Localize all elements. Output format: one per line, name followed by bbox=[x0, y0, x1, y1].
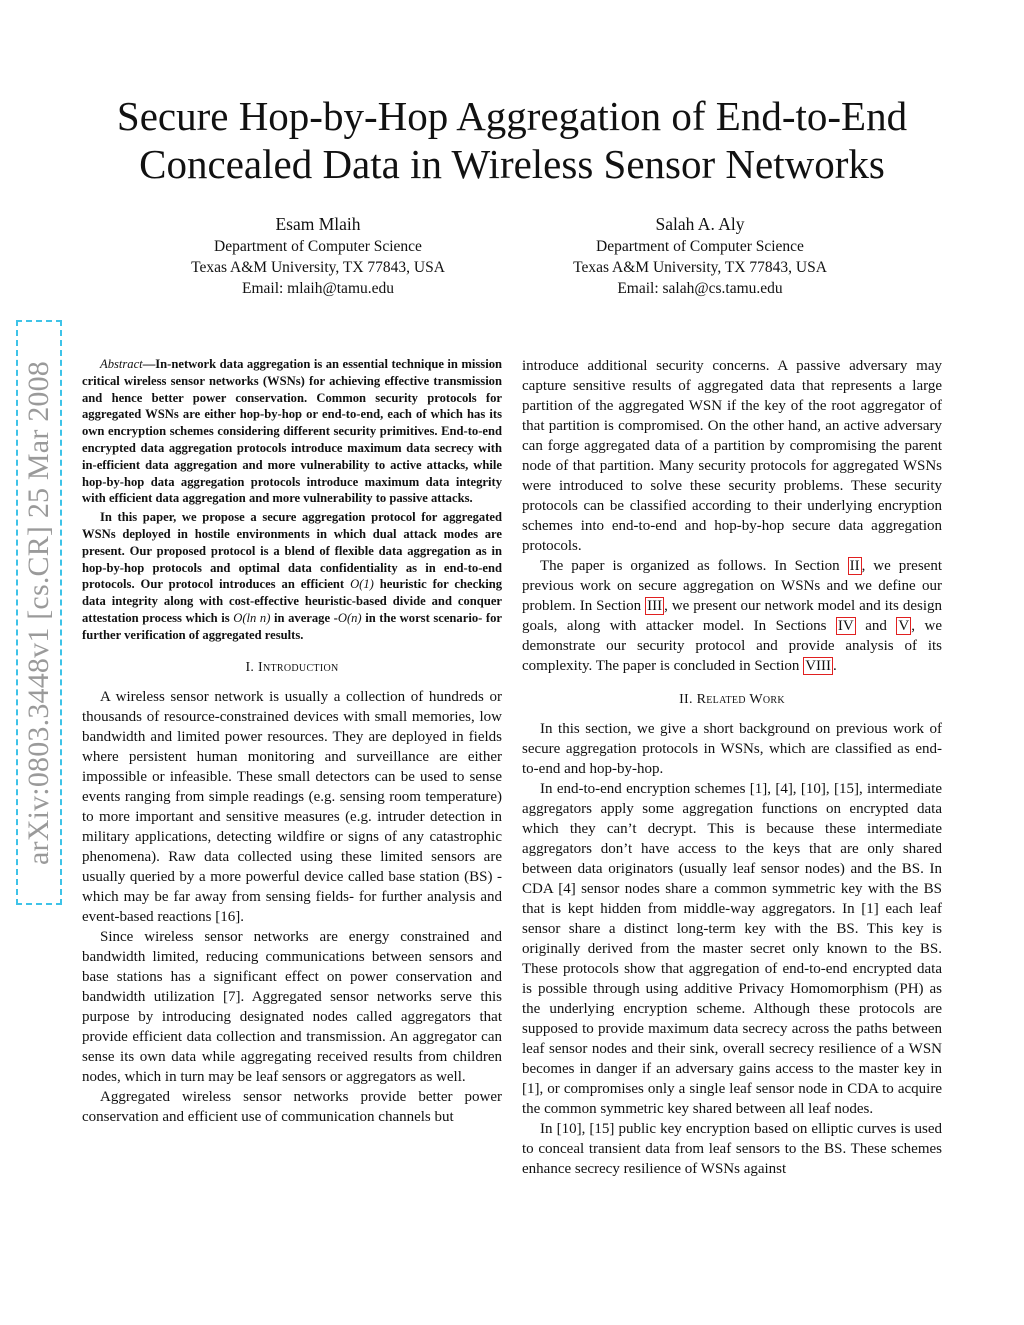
abstract-label: Abstract — bbox=[100, 357, 155, 371]
math-expression: O(n) bbox=[337, 610, 362, 625]
body-text: The paper is organized as follows. In Section bbox=[540, 558, 848, 574]
section-link[interactable]: III bbox=[647, 598, 663, 614]
body-paragraph: In [10], [15] public key encryption based on elliptic curves is used to conceal transient data from leaf sensors to the BS. These schemes enhance secrecy resilience of WSNs against bbox=[522, 1121, 942, 1177]
body-paragraph: introduce additional security concerns. A passive adversary may capture sensitive results of aggregated data that represents a large partition of the aggregated WSN if the key of the root aggregator of that partition is compromised. On the other hand, an active adversary can forge aggregated data of a partition by compromising the parent node of that partition. Many security protocols for aggregated WSNs were introduced to solve these security problems. These security protocols can be classified according to their underlying encryption schemes into end-to-end and hop-by-hop secure data aggregation protocols. bbox=[522, 358, 942, 554]
body-text: , we present previous work on secure aggregation on WSNs and we define our problem. In Section bbox=[522, 558, 943, 614]
abstract-text: heuristic for checking data integrity along with cost-effective heuristic-based divide and conquer attestation process which is bbox=[82, 577, 503, 625]
body-paragraph: In end-to-end encryption schemes [1], [4], [10], [15], intermediate aggregators apply some aggregation functions on encrypted data which they can’t decrypt. This is because these intermediate aggregators don’t have access to the keys that are only shared between data originators (usually leaf sensor nodes) and the BS. In CDA [4] sensor nodes share a common symmetric key with the BS that is kept hidden from middle-way aggregators. In [1] each leaf sensor share a distinct long-term key with the BS. This key is originally derived from the master secret only known to the BS. These protocols show that aggregation of end-to-end encrypted data is possible through using additive Privacy Homomorphism (PH) as the underlying encryption scheme. Although these protocols are supposed to provide maximum data secrecy across the paths between leaf sensor nodes and their sink, overall secrecy resilience of a WSN becomes in danger if an adversary gains access to the master key in [1], or compromises only a single leaf sensor node in CDA to acquire the common symmetric key shared between all leaf nodes. bbox=[522, 781, 942, 1117]
abstract-text: In this paper, we propose a secure aggregation protocol for aggregated WSNs deployed in hostile environments in which dual attack modes are present. Our proposed protocol is a blend of flexible data aggregation as in hop-by-hop protocols and optimal data confidentiality as in end-to-end protocols. Our protocol introduces an efficient bbox=[82, 510, 502, 592]
author-email: Email: salah@cs.tamu.edu bbox=[617, 280, 783, 297]
body-paragraph: Since wireless sensor networks are energy constrained and bandwidth limited, reducing communications between sensors and base stations has a significant effect on power conservation and bandwidth utilization [7]. Aggregated sensor networks serve this purpose by introducing designated nodes called aggregators that provide efficient data collection and transmission. An aggregator can sense its own data while aggregating received results from children nodes, which in turn may be leaf sensors or aggregators as well. bbox=[82, 928, 502, 1085]
math-expression: O(ln n) bbox=[233, 610, 271, 625]
author-department: Department of Computer Science bbox=[214, 238, 422, 255]
body-paragraph: A wireless sensor network is usually a collection of hundreds or thousands of resource-constrained devices with small memories, low bandwidth and limited power resources. They are deployed in fields where persistent human monitoring and surveillance are either impossible or infeasible. These small detectors can be used to sense events ranging from simple readings (e.g. sensing room temperature) to more important and sensitive measures (e.g. intruder detection in military applications, detecting wildfire or signs of any catastrophic phenomena). Raw data collected using these limited sensors are usually queried by a more powerful device called base station (BS) -which may be far away from sensing fields- for further analysis and event-based reactions [16]. bbox=[82, 688, 502, 925]
author-affiliation: Texas A&M University, TX 77843, USA bbox=[573, 259, 827, 276]
author-block-1 bbox=[148, 212, 488, 299]
abstract-paragraph bbox=[82, 509, 502, 643]
section-link[interactable]: V bbox=[898, 618, 910, 634]
paper-title: Secure Hop-by-Hop Aggregation of End-to-End Concealed Data in Wireless Sensor Networks bbox=[116, 93, 908, 187]
section-heading-introduction: I. Introduction bbox=[245, 659, 339, 675]
body-text: , we demonstrate our security protocol and provide analysis of its complexity. The paper is concluded in Section bbox=[522, 618, 942, 674]
body-paragraph: In this section, we give a short background on previous work of secure aggregation protocols in WSNs, which are classified as end-to-end and hop-by-hop. bbox=[522, 721, 942, 777]
author-block-2 bbox=[530, 212, 870, 299]
abstract-text: in average - bbox=[270, 610, 338, 625]
section-link[interactable]: VIII bbox=[805, 658, 832, 674]
author-name: Esam Mlaih bbox=[275, 214, 361, 234]
arxiv-identifier: arXiv:0803.3448v1 [cs.CR] 25 Mar 2008 bbox=[22, 360, 55, 865]
body-paragraph: Aggregated wireless sensor networks provide better power conservation and efficient use of communication channels but bbox=[82, 1088, 502, 1125]
right-column bbox=[522, 356, 942, 1179]
math-expression: O(1) bbox=[350, 577, 374, 592]
section-heading-related-work: II. Related Work bbox=[679, 692, 785, 707]
section-link[interactable]: IV bbox=[837, 618, 854, 634]
body-text: , we present our network model and its design goals, along with attacker model. In Sections bbox=[522, 598, 942, 634]
author-department: Department of Computer Science bbox=[596, 238, 804, 255]
arxiv-identifier-box[interactable] bbox=[16, 320, 62, 905]
body-paragraph bbox=[522, 556, 942, 676]
author-affiliation: Texas A&M University, TX 77843, USA bbox=[191, 259, 445, 276]
body-text: and bbox=[855, 618, 897, 634]
section-link[interactable]: II bbox=[849, 558, 860, 574]
abstract-text: In-network data aggregation is an essential technique in mission critical wireless sensor networks (WSNs) for achieving effective transmission and hence better power conservation. Common security protocols for aggregated WSNs are either hop-by-hop or end-to-end, each of which has its own encryption schemes considering different security primitives. End-to-end encrypted data aggregation protocols introduce maximum data secrecy with in-efficient data aggregation and more vulnerability to active attacks, while hop-by-hop data aggregation protocols introduce maximum data integrity with efficient data aggregation and more vulnerability to passive attacks. bbox=[82, 357, 502, 506]
abstract-text: in the worst scenario- for further verification of aggregated results. bbox=[82, 610, 502, 642]
abstract-paragraph bbox=[82, 356, 502, 507]
body-text: . bbox=[833, 658, 837, 674]
author-email: Email: mlaih@tamu.edu bbox=[241, 280, 395, 297]
left-column bbox=[82, 356, 502, 1127]
author-name: Salah A. Aly bbox=[655, 214, 745, 234]
